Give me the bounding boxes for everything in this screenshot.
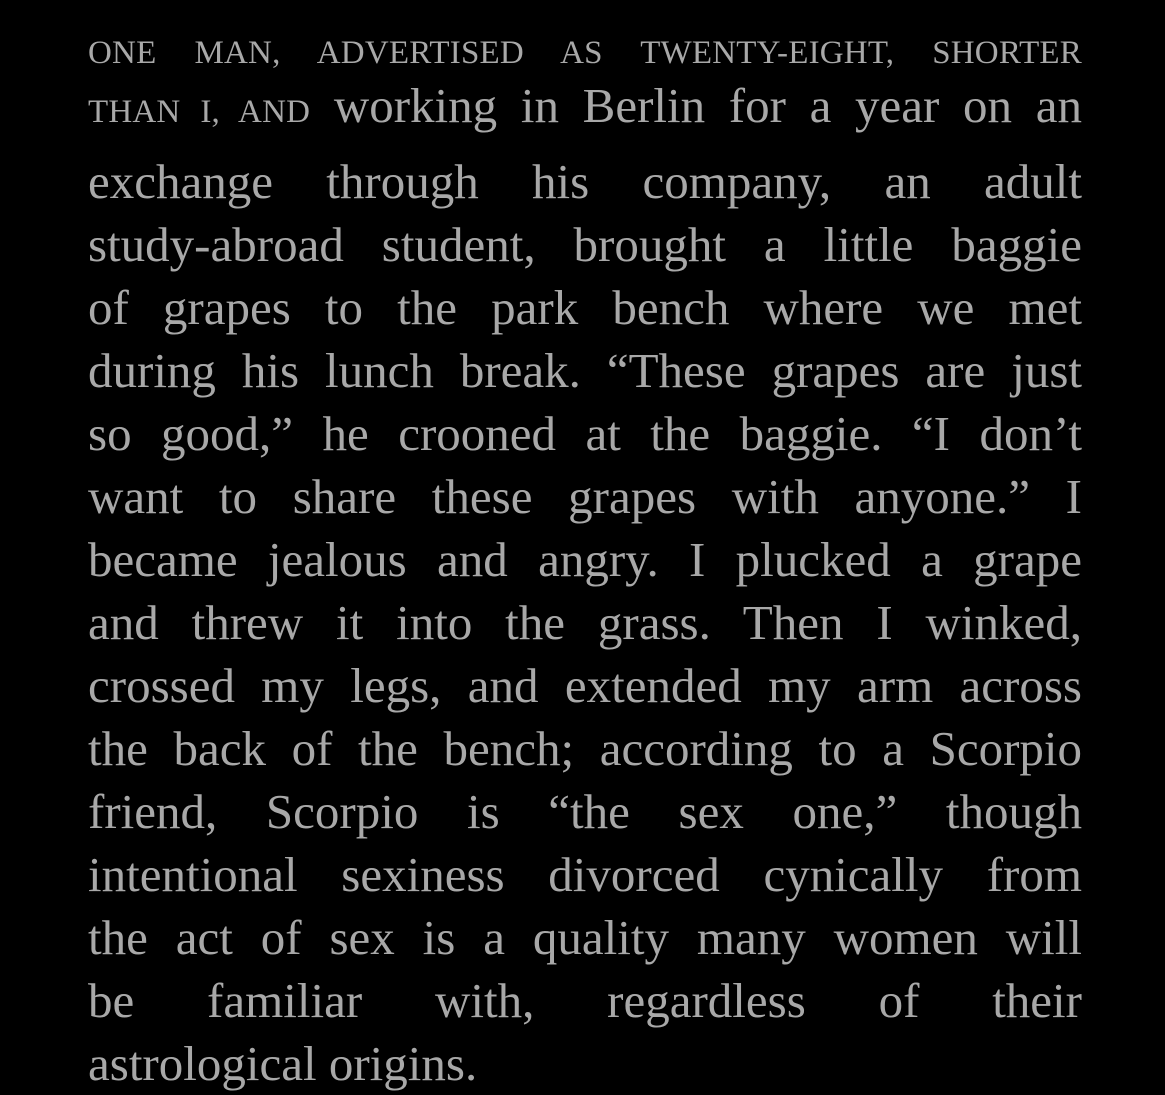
text-line-1	[88, 26, 1082, 86]
lead-caps-line-1: ONE MAN, ADVERTISED AS TWENTY-EIGHT, SHORTER	[88, 35, 1082, 71]
text-line-10: and threw it into the grass. Then I winked,	[88, 595, 1082, 650]
text-line-14: intentional sexiness divorced cynically from	[88, 847, 1082, 902]
text-line-5: of grapes to the park bench where we met	[88, 280, 1082, 335]
text-line-11: crossed my legs, and extended my arm across	[88, 658, 1082, 713]
lead-caps-line-2: THAN I, AND	[88, 94, 311, 130]
text-line-6: during his lunch break. “These grapes are just	[88, 343, 1082, 398]
text-line-2	[88, 78, 1082, 150]
text-line-4: study-abroad student, brought a little baggie	[88, 217, 1082, 272]
text-line-12: the back of the bench; according to a Scorpio	[88, 721, 1082, 776]
text-line-17: astrological origins.	[88, 1036, 478, 1091]
text-line-7: so good,” he crooned at the baggie. “I don’t	[88, 406, 1082, 461]
text-line-3: exchange through his company, an adult	[88, 154, 1082, 209]
text-line-13: friend, Scorpio is “the sex one,” though	[88, 784, 1082, 839]
text-line-9: became jealous and angry. I plucked a grape	[88, 532, 1082, 587]
body-paragraph	[88, 26, 1082, 1095]
text-line-2-body: working in Berlin for a year on an	[333, 78, 1082, 133]
text-line-8: want to share these grapes with anyone.” I	[88, 469, 1082, 524]
document-page	[88, 26, 1082, 1095]
text-line-15: the act of sex is a quality many women will	[88, 910, 1082, 965]
text-line-16: be familiar with, regardless of their	[88, 973, 1082, 1028]
